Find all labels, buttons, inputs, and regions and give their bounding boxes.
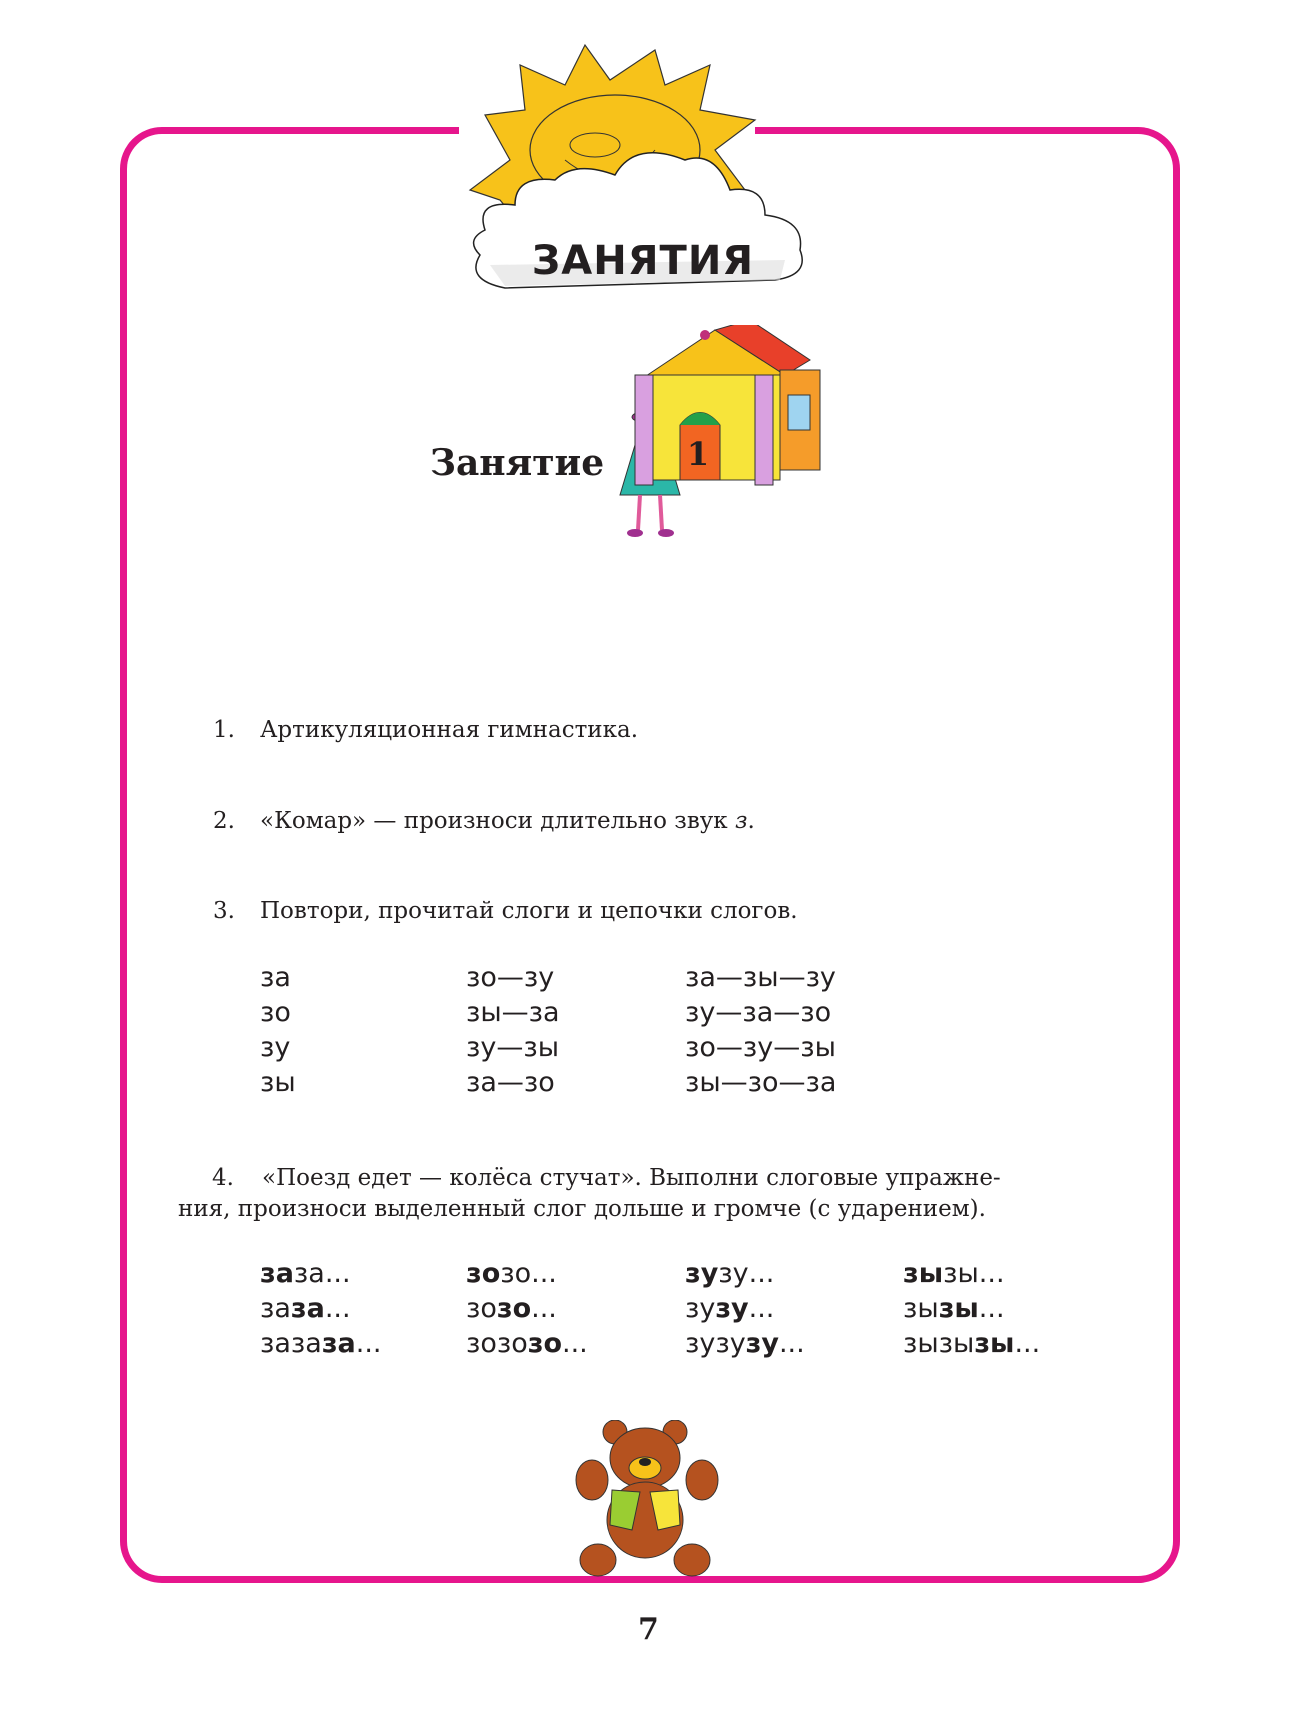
syllables-col-3: за—зы—зу зу—за—зо зо—зу—зы зы—зо—за: [685, 962, 837, 1098]
lesson-title: Занятие: [430, 442, 605, 484]
header-title: ЗАНЯТИЯ: [531, 238, 755, 284]
exercise-item: зызы...: [903, 1293, 1005, 1324]
exercise-item: зозо...: [466, 1293, 557, 1324]
task-4: 4. «Поезд едет — колёса стучат». Выполни слоговые упражне-: [212, 1165, 1001, 1191]
page-number: 7: [638, 1612, 659, 1647]
exercise-column: [903, 1256, 1040, 1361]
house-illustration: [610, 325, 870, 560]
bear-icon: [570, 1420, 725, 1584]
exercise-item: зузузу...: [685, 1328, 805, 1359]
lesson-number: 1: [686, 435, 710, 473]
exercise-column: [466, 1256, 588, 1361]
exercise-column: [260, 1256, 381, 1361]
exercise-item: заза...: [260, 1293, 351, 1324]
task-3: 3. Повтори, прочитай слоги и цепочки слогов.: [213, 898, 798, 924]
task-1: 1. Артикуляционная гимнастика.: [213, 717, 639, 743]
exercise-item: зозозо...: [466, 1328, 588, 1359]
exercise-column: [685, 1256, 805, 1361]
exercise-item: зузу...: [685, 1293, 775, 1324]
exercise-item: зызызы...: [903, 1328, 1041, 1359]
exercise-item: зузу...: [685, 1258, 775, 1289]
exercise-item: заза...: [260, 1258, 351, 1289]
task-4-line-2: ния, произноси выделенный слог дольше и громче (с ударением).: [178, 1196, 986, 1222]
exercise-item: зозо...: [466, 1258, 557, 1289]
exercise-item: зызы...: [903, 1258, 1005, 1289]
header-sun-cloud: [465, 40, 845, 300]
syllables-col-2: зо—зу зы—за зу—зы за—зо: [466, 962, 560, 1098]
task-2: 2. «Комар» — произноси длительно звук з.: [213, 808, 755, 834]
exercise-item: зазаза...: [260, 1328, 382, 1359]
syllables-col-1: за зо зу зы: [260, 962, 296, 1098]
